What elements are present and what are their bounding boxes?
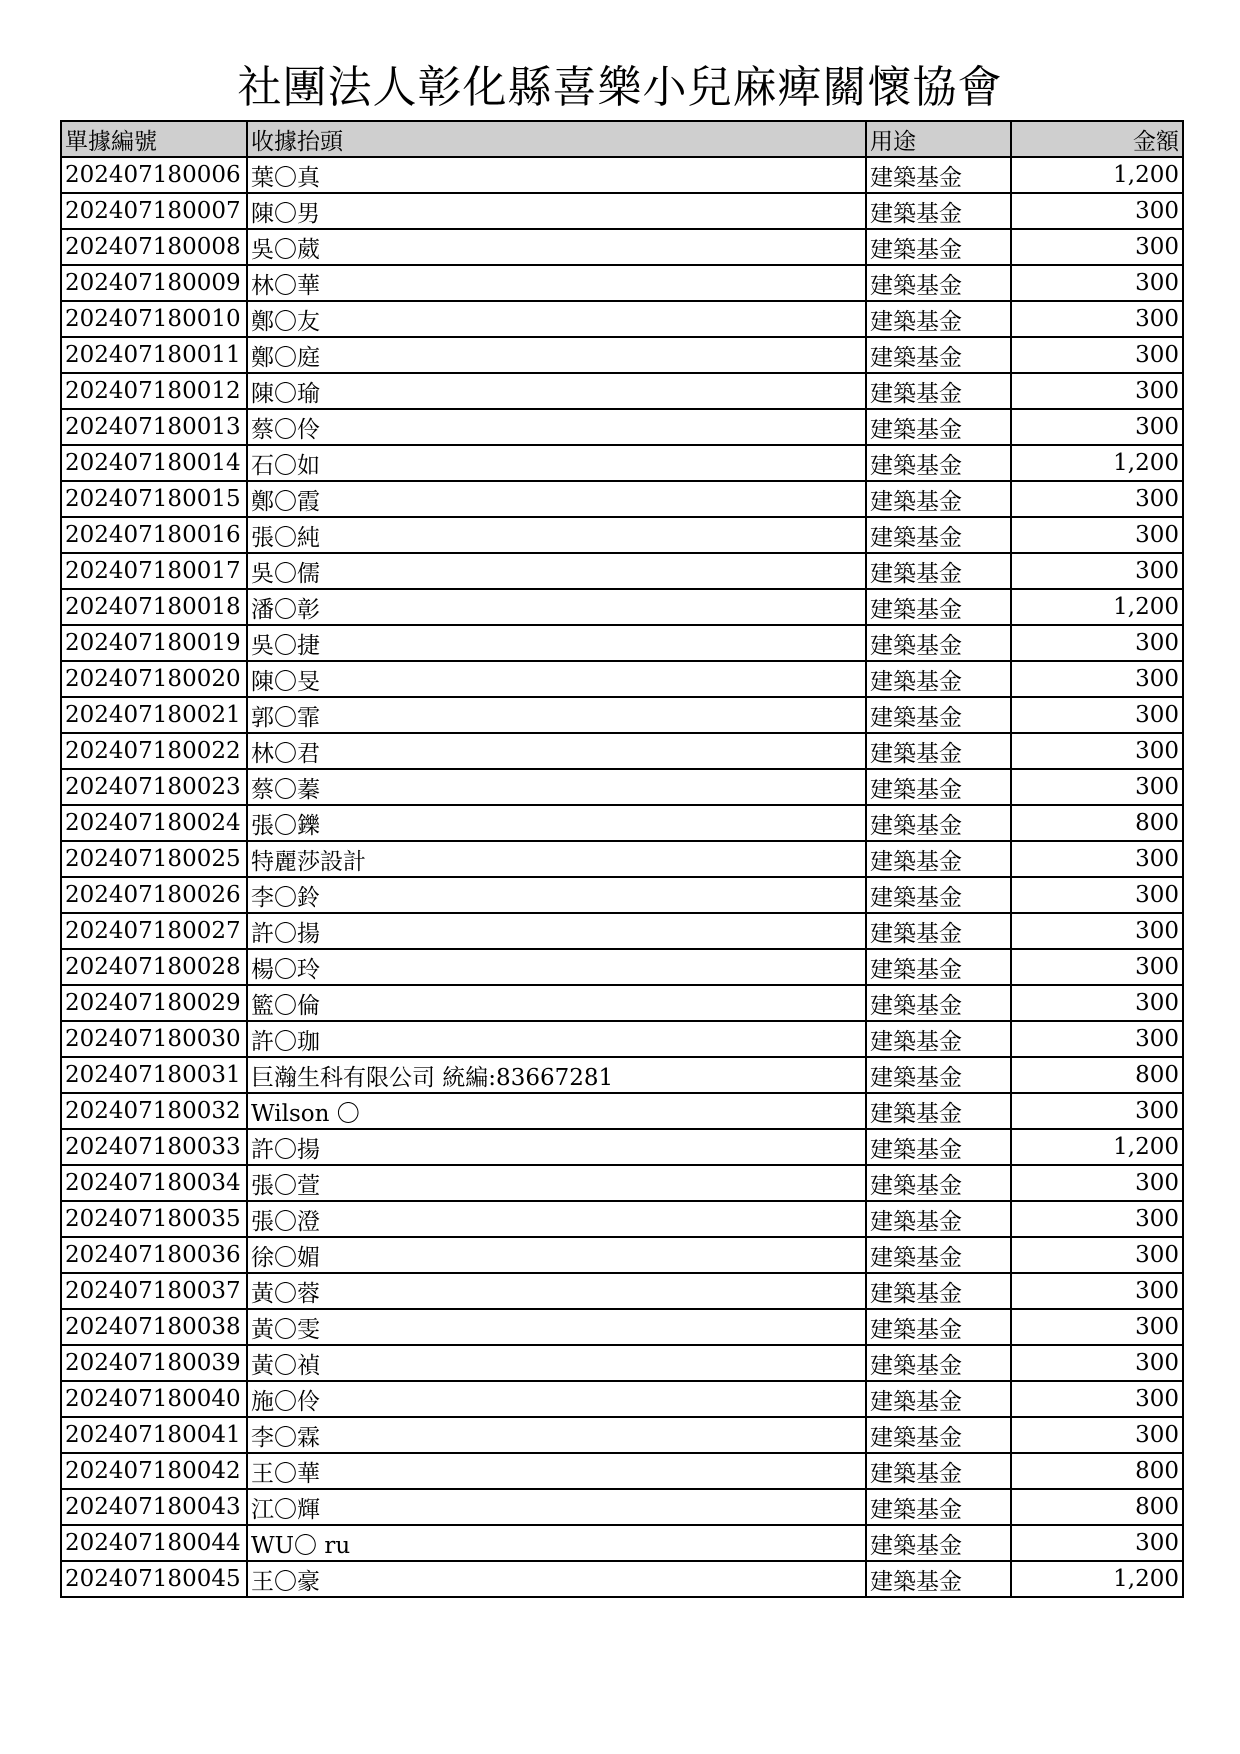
table-row: [61, 337, 1183, 373]
receipt-no-cell: 202407180020: [61, 661, 247, 697]
receipt-no-cell: 202407180022: [61, 733, 247, 769]
receipt-no-cell: 202407180026: [61, 877, 247, 913]
payee-cell: 蔡〇蓁: [247, 769, 866, 805]
amount-cell: 300: [1011, 553, 1183, 589]
payee-cell: 林〇華: [247, 265, 866, 301]
table-row: [61, 841, 1183, 877]
payee-cell: 許〇揚: [247, 1129, 866, 1165]
table-row: [61, 733, 1183, 769]
amount-cell: 1,200: [1011, 157, 1183, 193]
amount-cell: 300: [1011, 1093, 1183, 1129]
receipt-no-cell: 202407180015: [61, 481, 247, 517]
purpose-cell: 建築基金: [866, 1021, 1011, 1057]
header-payee: 收據抬頭: [247, 121, 866, 157]
purpose-cell: 建築基金: [866, 445, 1011, 481]
purpose-cell: 建築基金: [866, 1165, 1011, 1201]
receipt-no-cell: 202407180014: [61, 445, 247, 481]
receipt-no-cell: 202407180013: [61, 409, 247, 445]
amount-cell: 800: [1011, 805, 1183, 841]
purpose-cell: 建築基金: [866, 373, 1011, 409]
payee-cell: 王〇華: [247, 1453, 866, 1489]
amount-cell: 300: [1011, 661, 1183, 697]
receipt-no-cell: 202407180018: [61, 589, 247, 625]
table-row: [61, 1345, 1183, 1381]
purpose-cell: 建築基金: [866, 1525, 1011, 1561]
amount-cell: 300: [1011, 1021, 1183, 1057]
amount-cell: 300: [1011, 949, 1183, 985]
table-row: [61, 1453, 1183, 1489]
payee-cell: 張〇萱: [247, 1165, 866, 1201]
payee-cell: 黃〇蓉: [247, 1273, 866, 1309]
table-row: [61, 265, 1183, 301]
receipt-no-cell: 202407180029: [61, 985, 247, 1021]
payee-cell: 葉〇真: [247, 157, 866, 193]
payee-cell: 許〇珈: [247, 1021, 866, 1057]
table-row: [61, 805, 1183, 841]
amount-cell: 300: [1011, 1165, 1183, 1201]
receipt-no-cell: 202407180044: [61, 1525, 247, 1561]
payee-cell: Wilson 〇: [247, 1093, 866, 1129]
payee-cell: 陳〇瑜: [247, 373, 866, 409]
table-row: [61, 949, 1183, 985]
payee-cell: 張〇鑠: [247, 805, 866, 841]
amount-cell: 300: [1011, 1381, 1183, 1417]
purpose-cell: 建築基金: [866, 553, 1011, 589]
receipt-no-cell: 202407180009: [61, 265, 247, 301]
purpose-cell: 建築基金: [866, 625, 1011, 661]
purpose-cell: 建築基金: [866, 1561, 1011, 1597]
payee-cell: 郭〇霏: [247, 697, 866, 733]
purpose-cell: 建築基金: [866, 1309, 1011, 1345]
table-row: [61, 697, 1183, 733]
receipt-no-cell: 202407180035: [61, 1201, 247, 1237]
receipt-no-cell: 202407180006: [61, 157, 247, 193]
receipt-no-cell: 202407180036: [61, 1237, 247, 1273]
table-row: [61, 1561, 1183, 1597]
payee-cell: 蔡〇伶: [247, 409, 866, 445]
amount-cell: 300: [1011, 1237, 1183, 1273]
purpose-cell: 建築基金: [866, 517, 1011, 553]
amount-cell: 300: [1011, 337, 1183, 373]
purpose-cell: 建築基金: [866, 769, 1011, 805]
table-row: [61, 913, 1183, 949]
purpose-cell: 建築基金: [866, 229, 1011, 265]
amount-cell: 300: [1011, 1201, 1183, 1237]
purpose-cell: 建築基金: [866, 265, 1011, 301]
purpose-cell: 建築基金: [866, 985, 1011, 1021]
table-row: [61, 1165, 1183, 1201]
amount-cell: 800: [1011, 1057, 1183, 1093]
table-row: [61, 661, 1183, 697]
table-row: [61, 1273, 1183, 1309]
receipt-no-cell: 202407180025: [61, 841, 247, 877]
payee-cell: 許〇揚: [247, 913, 866, 949]
receipt-no-cell: 202407180037: [61, 1273, 247, 1309]
table-row: [61, 1021, 1183, 1057]
receipt-no-cell: 202407180038: [61, 1309, 247, 1345]
amount-cell: 1,200: [1011, 445, 1183, 481]
receipt-no-cell: 202407180017: [61, 553, 247, 589]
table-row: [61, 553, 1183, 589]
purpose-cell: 建築基金: [866, 157, 1011, 193]
header-receipt-no: 單據編號: [61, 121, 247, 157]
purpose-cell: 建築基金: [866, 661, 1011, 697]
table-row: [61, 625, 1183, 661]
table-row: [61, 301, 1183, 337]
purpose-cell: 建築基金: [866, 1129, 1011, 1165]
payee-cell: 張〇澄: [247, 1201, 866, 1237]
table-row: [61, 373, 1183, 409]
receipt-no-cell: 202407180045: [61, 1561, 247, 1597]
receipt-no-cell: 202407180031: [61, 1057, 247, 1093]
amount-cell: 300: [1011, 1345, 1183, 1381]
payee-cell: 吳〇儒: [247, 553, 866, 589]
payee-cell: 陳〇男: [247, 193, 866, 229]
table-row: [61, 1129, 1183, 1165]
amount-cell: 300: [1011, 193, 1183, 229]
amount-cell: 300: [1011, 481, 1183, 517]
purpose-cell: 建築基金: [866, 841, 1011, 877]
receipt-no-cell: 202407180008: [61, 229, 247, 265]
purpose-cell: 建築基金: [866, 1093, 1011, 1129]
amount-cell: 300: [1011, 985, 1183, 1021]
purpose-cell: 建築基金: [866, 1453, 1011, 1489]
amount-cell: 300: [1011, 841, 1183, 877]
payee-cell: 王〇豪: [247, 1561, 866, 1597]
receipt-no-cell: 202407180007: [61, 193, 247, 229]
table-body: [61, 157, 1183, 1597]
purpose-cell: 建築基金: [866, 301, 1011, 337]
payee-cell: 黃〇雯: [247, 1309, 866, 1345]
table-row: [61, 877, 1183, 913]
payee-cell: 吳〇捷: [247, 625, 866, 661]
receipt-no-cell: 202407180027: [61, 913, 247, 949]
amount-cell: 300: [1011, 733, 1183, 769]
amount-cell: 300: [1011, 409, 1183, 445]
amount-cell: 300: [1011, 373, 1183, 409]
donation-table: [60, 120, 1184, 1598]
amount-cell: 300: [1011, 229, 1183, 265]
purpose-cell: 建築基金: [866, 877, 1011, 913]
header-amount: 金額: [1011, 121, 1183, 157]
receipt-no-cell: 202407180011: [61, 337, 247, 373]
receipt-no-cell: 202407180012: [61, 373, 247, 409]
table-row: [61, 589, 1183, 625]
table-row: [61, 157, 1183, 193]
table-row: [61, 1201, 1183, 1237]
payee-cell: 鄭〇霞: [247, 481, 866, 517]
table-row: [61, 1489, 1183, 1525]
payee-cell: 楊〇玲: [247, 949, 866, 985]
table-row: [61, 409, 1183, 445]
amount-cell: 300: [1011, 1273, 1183, 1309]
table-row: [61, 1417, 1183, 1453]
table-row: [61, 1237, 1183, 1273]
amount-cell: 300: [1011, 517, 1183, 553]
receipt-no-cell: 202407180040: [61, 1381, 247, 1417]
purpose-cell: 建築基金: [866, 1417, 1011, 1453]
purpose-cell: 建築基金: [866, 409, 1011, 445]
amount-cell: 300: [1011, 769, 1183, 805]
amount-cell: 300: [1011, 1309, 1183, 1345]
receipt-no-cell: 202407180033: [61, 1129, 247, 1165]
amount-cell: 300: [1011, 877, 1183, 913]
table-row: [61, 481, 1183, 517]
purpose-cell: 建築基金: [866, 1237, 1011, 1273]
purpose-cell: 建築基金: [866, 1201, 1011, 1237]
table-row: [61, 769, 1183, 805]
purpose-cell: 建築基金: [866, 1057, 1011, 1093]
table-row: [61, 1309, 1183, 1345]
receipt-no-cell: 202407180032: [61, 1093, 247, 1129]
payee-cell: 林〇君: [247, 733, 866, 769]
payee-cell: 籃〇倫: [247, 985, 866, 1021]
payee-cell: 吳〇葳: [247, 229, 866, 265]
payee-cell: 黃〇禎: [247, 1345, 866, 1381]
amount-cell: 300: [1011, 1417, 1183, 1453]
purpose-cell: 建築基金: [866, 1273, 1011, 1309]
purpose-cell: 建築基金: [866, 481, 1011, 517]
table-row: [61, 1525, 1183, 1561]
receipt-no-cell: 202407180028: [61, 949, 247, 985]
table-row: [61, 445, 1183, 481]
table-row: [61, 1093, 1183, 1129]
receipt-no-cell: 202407180023: [61, 769, 247, 805]
table-row: [61, 229, 1183, 265]
purpose-cell: 建築基金: [866, 697, 1011, 733]
payee-cell: 陳〇旻: [247, 661, 866, 697]
payee-cell: WU〇 ru: [247, 1525, 866, 1561]
purpose-cell: 建築基金: [866, 1489, 1011, 1525]
purpose-cell: 建築基金: [866, 949, 1011, 985]
receipt-no-cell: 202407180042: [61, 1453, 247, 1489]
payee-cell: 潘〇彰: [247, 589, 866, 625]
amount-cell: 300: [1011, 913, 1183, 949]
amount-cell: 300: [1011, 625, 1183, 661]
payee-cell: 施〇伶: [247, 1381, 866, 1417]
purpose-cell: 建築基金: [866, 733, 1011, 769]
payee-cell: 鄭〇友: [247, 301, 866, 337]
table-row: [61, 517, 1183, 553]
receipt-no-cell: 202407180021: [61, 697, 247, 733]
purpose-cell: 建築基金: [866, 1381, 1011, 1417]
purpose-cell: 建築基金: [866, 805, 1011, 841]
purpose-cell: 建築基金: [866, 1345, 1011, 1381]
amount-cell: 800: [1011, 1489, 1183, 1525]
payee-cell: 李〇霖: [247, 1417, 866, 1453]
receipt-no-cell: 202407180039: [61, 1345, 247, 1381]
table-row: [61, 1381, 1183, 1417]
receipt-no-cell: 202407180034: [61, 1165, 247, 1201]
purpose-cell: 建築基金: [866, 193, 1011, 229]
receipt-no-cell: 202407180019: [61, 625, 247, 661]
payee-cell: 張〇純: [247, 517, 866, 553]
amount-cell: 300: [1011, 697, 1183, 733]
payee-cell: 特麗莎設計: [247, 841, 866, 877]
receipt-no-cell: 202407180041: [61, 1417, 247, 1453]
payee-cell: 徐〇媚: [247, 1237, 866, 1273]
receipt-no-cell: 202407180016: [61, 517, 247, 553]
receipt-no-cell: 202407180010: [61, 301, 247, 337]
payee-cell: 江〇輝: [247, 1489, 866, 1525]
amount-cell: 1,200: [1011, 1129, 1183, 1165]
table-header-row: [61, 121, 1183, 157]
amount-cell: 300: [1011, 301, 1183, 337]
table-row: [61, 985, 1183, 1021]
payee-cell: 巨瀚生科有限公司 統編:83667281: [247, 1057, 866, 1093]
amount-cell: 300: [1011, 1525, 1183, 1561]
table-row: [61, 1057, 1183, 1093]
payee-cell: 石〇如: [247, 445, 866, 481]
payee-cell: 李〇鈴: [247, 877, 866, 913]
purpose-cell: 建築基金: [866, 589, 1011, 625]
table-row: [61, 193, 1183, 229]
amount-cell: 1,200: [1011, 1561, 1183, 1597]
payee-cell: 鄭〇庭: [247, 337, 866, 373]
page-title: 社團法人彰化縣喜樂小兒麻痺關懷協會: [237, 62, 1003, 113]
purpose-cell: 建築基金: [866, 913, 1011, 949]
amount-cell: 800: [1011, 1453, 1183, 1489]
receipt-no-cell: 202407180024: [61, 805, 247, 841]
header-purpose: 用途: [866, 121, 1011, 157]
amount-cell: 300: [1011, 265, 1183, 301]
receipt-no-cell: 202407180030: [61, 1021, 247, 1057]
receipt-no-cell: 202407180043: [61, 1489, 247, 1525]
purpose-cell: 建築基金: [866, 337, 1011, 373]
amount-cell: 1,200: [1011, 589, 1183, 625]
